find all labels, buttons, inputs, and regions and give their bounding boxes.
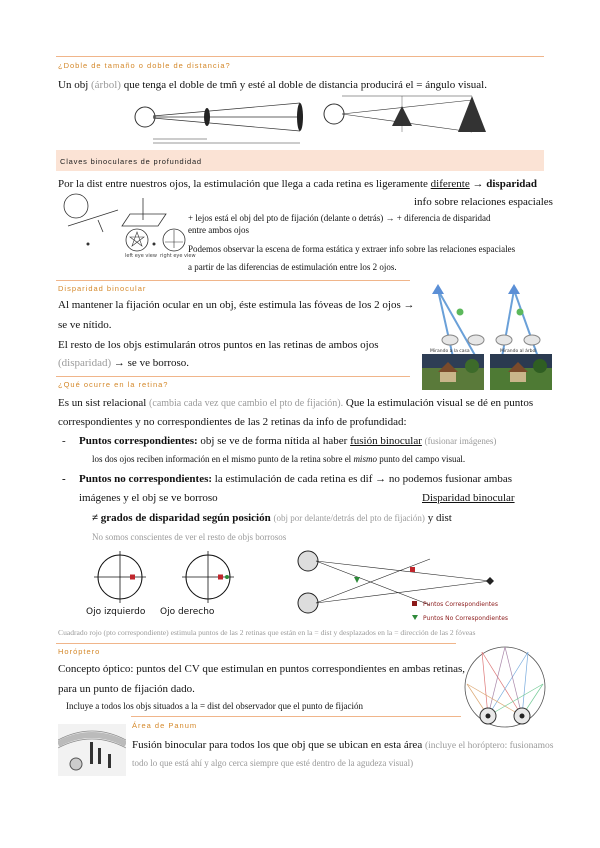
fixation-illustration bbox=[418, 282, 558, 392]
section-title-claves: Claves binoculares de profundidad bbox=[60, 157, 202, 166]
left-eye-label: left eye view bbox=[125, 253, 157, 259]
retina-caption: Cuadrado rojo (pto correspondiente) estimula puntos de las 2 retinas que están en la = dist y desplazados en la = dirección de las 2 fóveas bbox=[58, 628, 476, 637]
tree-angle-diagram bbox=[322, 92, 502, 144]
legend-correspondientes: Puntos Correspondientes bbox=[423, 601, 498, 608]
divider bbox=[131, 716, 461, 717]
s2-line1: Por la dist entre nuestros ojos, la estimulación que llega a cada retina es ligeramente diferente → disparidad bbox=[58, 178, 537, 190]
divider bbox=[56, 280, 410, 281]
img-caption-arbol: Mirando al árbol bbox=[500, 349, 537, 354]
section-title-retina: ¿Qué ocurre en la retina? bbox=[58, 380, 169, 389]
s3-l3: El resto de los objs estimularán otros puntos en las retinas de ambos ojos bbox=[58, 339, 379, 351]
divider bbox=[56, 643, 456, 644]
s2-obs1: Podemos observar la escena de forma estática y extraer info sobre las relaciones espaciales bbox=[188, 244, 516, 254]
s5-c-l2: para un punto de fijación dado. bbox=[58, 683, 195, 695]
divider bbox=[56, 376, 410, 377]
s4-l2: correspondientes y no correspondientes de las 2 retinas da info de profundidad: bbox=[58, 416, 407, 428]
deg-line: ≠ grados de disparidad según posición (obj por delante/detrás del pto de fijación) y dist bbox=[92, 512, 452, 524]
pc-sub: los dos ojos reciben información en el mismo punto de la retina sobre el mismo punto del campo visual. bbox=[92, 454, 466, 464]
s5-includes: Incluye a todos los objs situados a la = dist del observador que el punto de fijación bbox=[66, 701, 364, 711]
pnc-line: Puntos no correspondientes: la estimulación de cada retina es dif → no podemos fusionar ambas bbox=[79, 473, 512, 485]
eye-left-label: Ojo izquierdo bbox=[86, 607, 146, 617]
s3-l2: se ve nítido. bbox=[58, 319, 112, 331]
section-title-horoptero: Horóptero bbox=[58, 647, 101, 656]
bullet-dash: - bbox=[62, 473, 66, 485]
visual-angle-diagram bbox=[125, 95, 305, 147]
s3-l4: (disparidad) → se ve borroso. bbox=[58, 357, 190, 369]
section-title-panum: Área de Panum bbox=[132, 721, 198, 730]
panum-l2: todo lo que está ahí y algo cerca siempre que esté dentro de la agudeza visual) bbox=[132, 758, 414, 768]
s3-l1: Al mantener la fijación ocular en un obj, éste estimula las fóveas de los 2 ojos → bbox=[58, 299, 415, 311]
pc-line: Puntos correspondientes: obj se ve de forma nítida al haber fusión binocular (fusionar imágenes) bbox=[79, 435, 497, 447]
correspondence-diagram bbox=[290, 545, 550, 625]
panum-line: Fusión binocular para todos los que obj que se ubican en esta área (incluye el horóptero: fusionamos bbox=[132, 739, 554, 751]
eye-right-label: Ojo derecho bbox=[160, 607, 215, 617]
panum-area-illustration bbox=[58, 724, 126, 776]
s1-text: Un obj (árbol) que tenga el doble de tmñ y esté al doble de distancia producirá el = ángulo visual. bbox=[58, 79, 487, 91]
s2-info: info sobre relaciones espaciales bbox=[414, 196, 553, 208]
unaware-note: No somos conscientes de ver el resto de objs borrosos bbox=[92, 532, 287, 542]
horopter-diagram bbox=[462, 644, 548, 730]
bullet-dash: - bbox=[62, 435, 66, 447]
s2-more2: entre ambos ojos bbox=[188, 225, 249, 235]
legend-no-correspondientes: Puntos No Correspondientes bbox=[423, 615, 509, 622]
img-caption-casa: Mirando a la casa bbox=[430, 349, 470, 354]
s2-more1: + lejos está el obj del pto de fijación (delante o detrás) → + diferencia de disparidad bbox=[188, 213, 491, 223]
section-title-disparidad: Disparidad binocular bbox=[58, 284, 147, 293]
pnc-l2: imágenes y el obj se ve borroso bbox=[79, 492, 218, 504]
divider bbox=[56, 56, 544, 57]
s4-l1: Es un sist relacional (cambia cada vez que cambio el pto de fijación). Que la estimulación visual se dé en puntos bbox=[58, 397, 534, 409]
s2-obs2: a partir de las diferencias de estimulación entre los 2 ojos. bbox=[188, 262, 397, 272]
right-eye-label: right eye view bbox=[160, 253, 196, 259]
pnc-disparidad: Disparidad binocular bbox=[422, 492, 515, 504]
s5-concepto: Concepto óptico: puntos del CV que estimulan en puntos correspondientes en ambas retinas, bbox=[58, 663, 466, 675]
section-title-doble: ¿Doble de tamaño o doble de distancia? bbox=[58, 61, 231, 70]
